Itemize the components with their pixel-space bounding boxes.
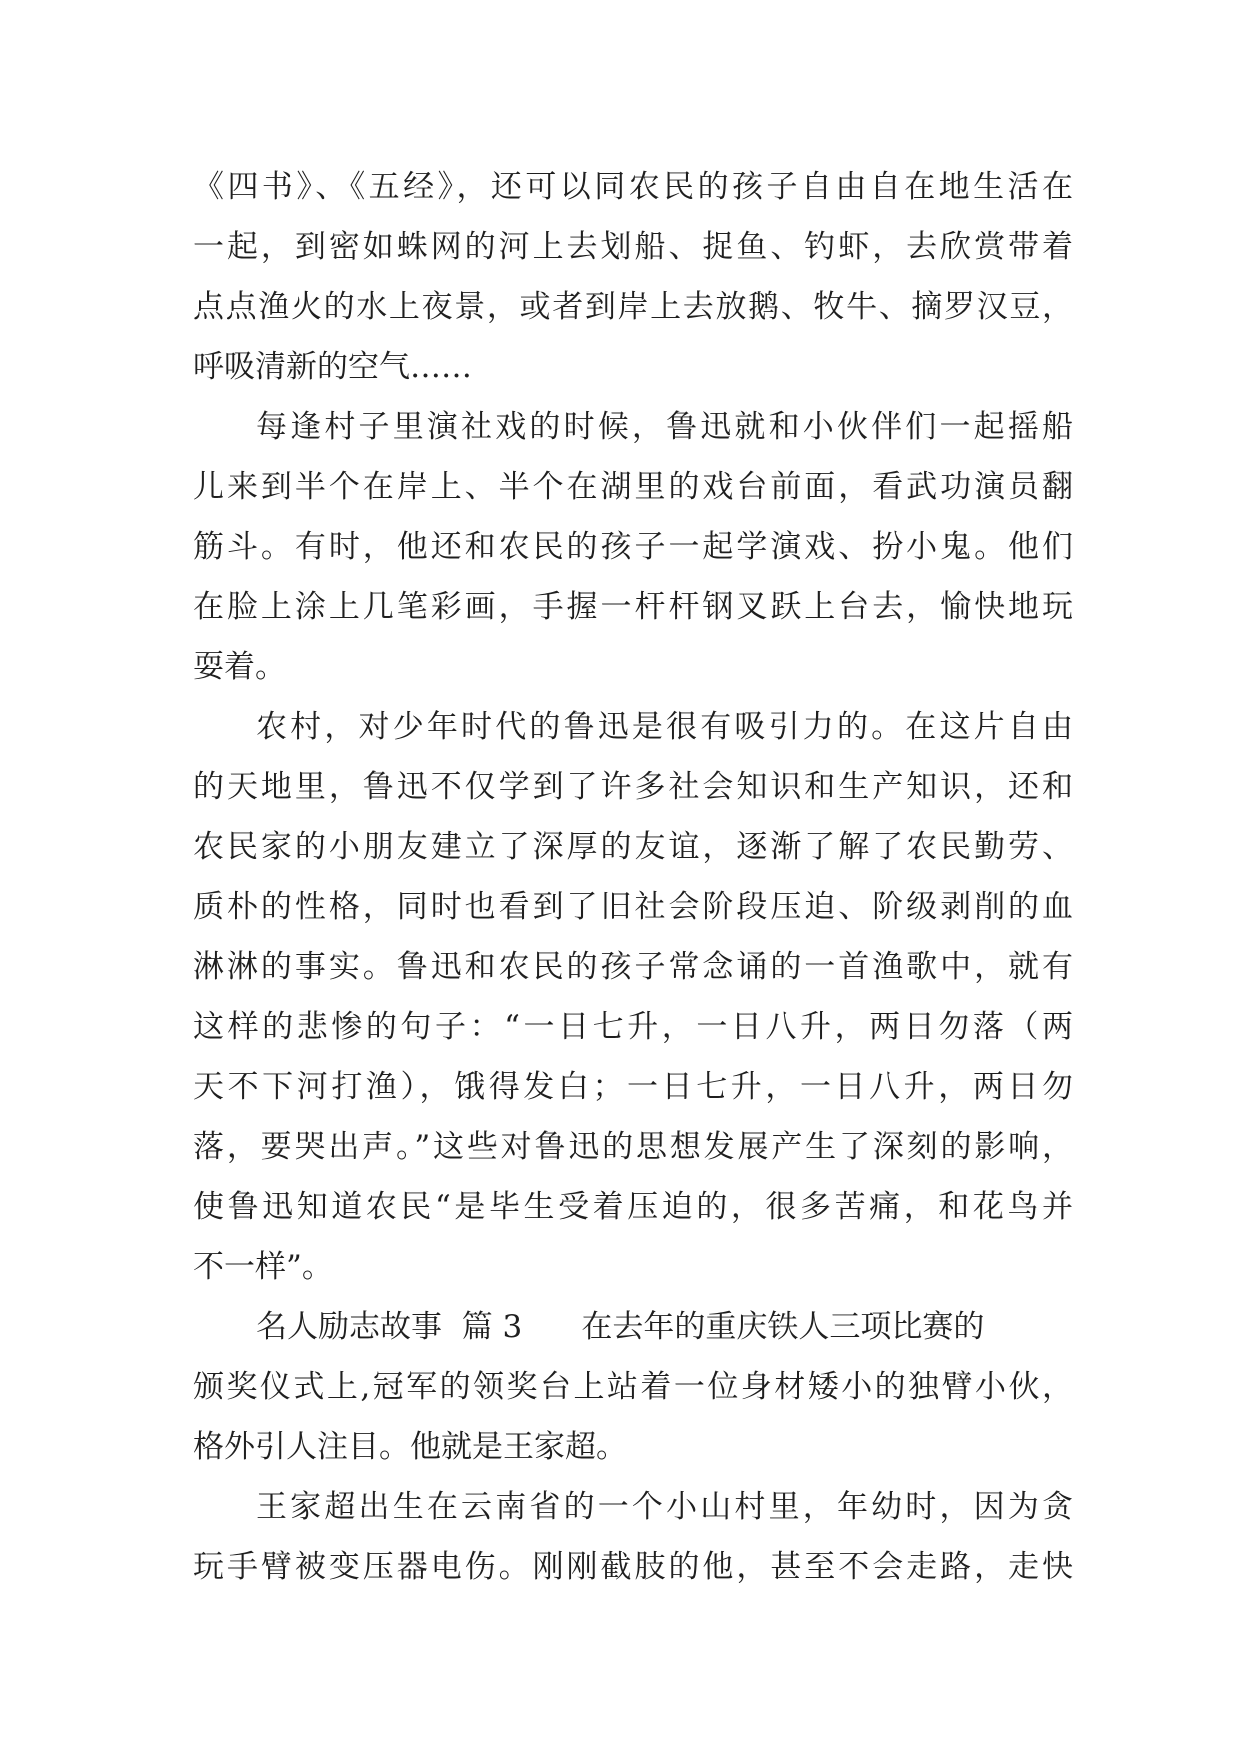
text-line: 呼吸清新的空气…… bbox=[193, 349, 472, 385]
text-line: 质朴的性格，同时也看到了旧社会阶段压迫、阶级剥削的血 bbox=[193, 889, 1073, 925]
text-line: 格外引人注目。他就是王家超。 bbox=[193, 1429, 627, 1465]
text-line: 玩手臂被变压器电伤。刚刚截肢的他，甚至不会走路，走快 bbox=[193, 1549, 1073, 1585]
text-line: 《四书》、《五经》，还可以同农民的孩子自由自在地生活在 bbox=[193, 169, 1073, 205]
text-line: 不一样”。 bbox=[193, 1249, 333, 1285]
text-line: 农民家的小朋友建立了深厚的友谊，逐渐了解了农民勤劳、 bbox=[193, 829, 1073, 865]
text-line: 儿来到半个在岸上、半个在湖里的戏台前面，看武功演员翻 bbox=[193, 469, 1073, 505]
paragraph-first-line: 农村，对少年时代的鲁迅是很有吸引力的。在这片自由 bbox=[256, 709, 1073, 745]
section-heading-line: 名人励志故事 篇 3 在去年的重庆铁人三项比赛的 bbox=[256, 1309, 985, 1345]
text-line: 淋淋的事实。鲁迅和农民的孩子常念诵的一首渔歌中，就有 bbox=[193, 949, 1073, 985]
paragraph-first-line: 王家超出生在云南省的一个小山村里，年幼时，因为贪 bbox=[256, 1489, 1073, 1525]
text-line: 耍着。 bbox=[193, 649, 286, 685]
text-line: 一起，到密如蛛网的河上去划船、捉鱼、钓虾，去欣赏带着 bbox=[193, 229, 1073, 265]
text-line: 这样的悲惨的句子：“一日七升，一日八升，两日勿落（两 bbox=[193, 1009, 1073, 1045]
text-line: 的天地里，鲁迅不仅学到了许多社会知识和生产知识，还和 bbox=[193, 769, 1073, 805]
text-line: 点点渔火的水上夜景，或者到岸上去放鹅、牧牛、摘罗汉豆， bbox=[193, 289, 1073, 325]
text-line: 在脸上涂上几笔彩画，手握一杆杆钢叉跃上台去，愉快地玩 bbox=[193, 589, 1073, 625]
text-line: 落，要哭出声。”这些对鲁迅的思想发展产生了深刻的影响， bbox=[193, 1129, 1073, 1165]
paragraph-first-line: 每逢村子里演社戏的时候，鲁迅就和小伙伴们一起摇船 bbox=[256, 409, 1073, 445]
text-line: 使鲁迅知道农民“是毕生受着压迫的，很多苦痛，和花鸟并 bbox=[193, 1189, 1073, 1225]
text-line: 天不下河打渔），饿得发白；一日七升，一日八升，两日勿 bbox=[193, 1069, 1073, 1105]
text-line: 筋斗。有时，他还和农民的孩子一起学演戏、扮小鬼。他们 bbox=[193, 529, 1073, 565]
text-line: 颁奖仪式上,冠军的领奖台上站着一位身材矮小的独臂小伙， bbox=[193, 1369, 1073, 1405]
